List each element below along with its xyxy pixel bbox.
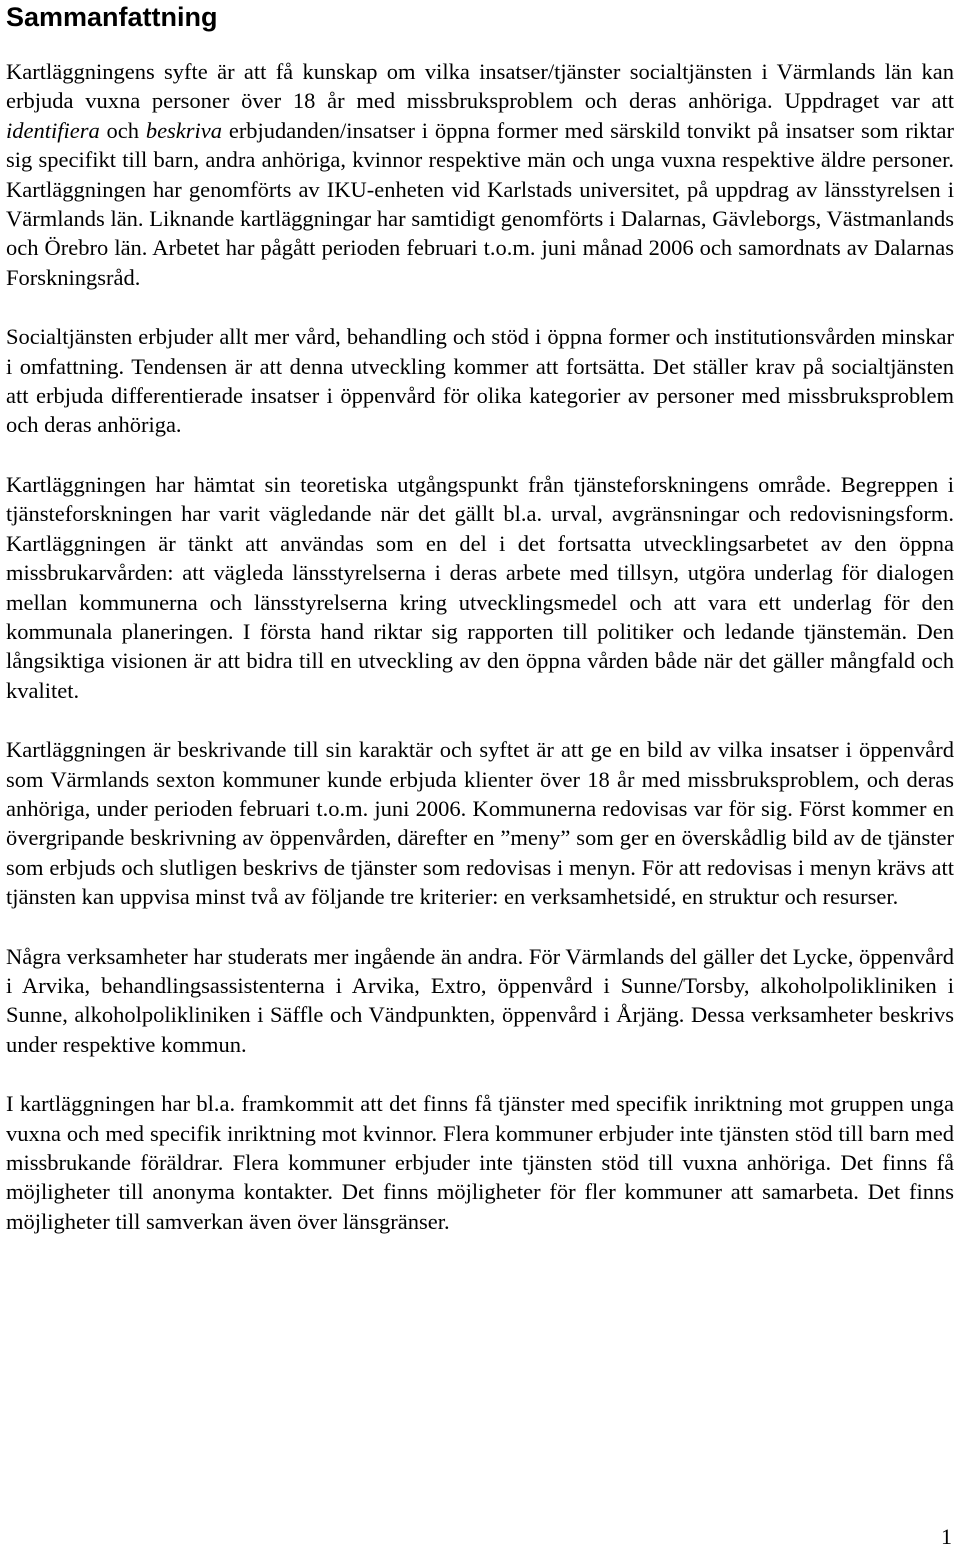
text-segment: och [99,117,146,143]
document-page [6,0,954,1266]
text-segment: erbjudanden/insatser i öppna former med särskild tonvikt på insatser som riktar sig specifikt till barn, andra anhöriga, kvinnor respektive män och unga vuxna respektive äldre personer. Kartläggningen har genomförts av IKU-enheten vid Karlstads universitet, på uppdrag av länsstyrelsen i Värmlands län. Liknande kartläggningar har samtidigt genomförts i Dalarnas, Gävleborgs, Västmanlands och Örebro län. Arbetet har pågått perioden februari t.o.m. juni månad 2006 och samordnats av Dalarnas Forskningsråd. [6,117,954,290]
text-segment: Socialtjänsten erbjuder allt mer vård, behandling och stöd i öppna former och institutionsvården minskar i omfattning. Tendensen är att denna utveckling kommer att fortsätta. Det ställer krav på socialtjänsten att erbjuda differentierade insatser i öppenvård för olika kategorier av personer med missbruksproblem och deras anhöriga. [6,324,954,438]
text-segment: Kartläggningen har hämtat sin teoretiska utgångspunkt från tjänsteforskningens område. Begreppen i tjänsteforskningen har varit vägledande när det gällt bl.a. urval, avgränsningar och redovisningsform. Kartläggningen är tänkt att användas som en del i det fortsatta utvecklingsarbetet av den öppna missbrukarvården: att vägleda länsstyrelserna i deras arbete med tillsyn, utgöra underlag för dialogen mellan kommunerna och länsstyrelserna kring utvecklingsmedel och att vara ett underlag för den kommunala planeringen. I första hand riktar sig rapporten till politiker och ledande tjänstemän. Den långsiktiga visionen är att bidra till en utveckling av den öppna vården både när det gäller mångfald och kvalitet. [6,471,954,703]
italic-text: beskriva [145,117,223,143]
text-segment: Kartläggningen är beskrivande till sin karaktär och syftet är att ge en bild av vilka insatser i öppenvård som Värmlands sexton kommuner kunde erbjuda klienter över 18 år med missbruksproblem, och deras anhöriga, under perioden februari t.o.m. juni 2006. Kommunerna redovisas var för sig. Först kommer en övergripande beskrivning av öppenvården, därefter en ”meny” som ger en överskådlig bild av de tjänster som erbjuds och slutligen beskrivs de tjänster som redovisas i menyn. För att redovisas i menyn krävs att tjänsten kan uppvisa minst två av följande tre kriterier: en verksamhetsidé, en struktur och resurser. [6,737,954,910]
paragraph [6,735,954,911]
paragraph [6,322,954,440]
text-segment: Kartläggningens syfte är att få kunskap om vilka insatser/tjänster socialtjänsten i Värmlands län kan erbjuda vuxna personer över 18 år med missbruksproblem och deras anhöriga. Uppdraget var att [6,59,954,114]
paragraph [6,470,954,705]
paragraph [6,942,954,1060]
body-text [6,57,954,1236]
paragraph [6,1089,954,1236]
paragraph [6,57,954,292]
text-segment: I kartläggningen har bl.a. framkommit att det finns få tjänster med specifik inriktning mot gruppen unga vuxna och med specifik inriktning mot kvinnor. Flera kommuner erbjuder inte tjänsten stöd till barn med missbrukande föräldrar. Flera kommuner erbjuder inte tjänsten stöd till vuxna anhöriga. Det finns få möjligheter till anonyma kontakter. Det finns möjligheter för fler kommuner att samarbeta. Det finns möjligheter till samverkan även över länsgränser. [6,1091,954,1234]
italic-text: identifiera [6,117,100,143]
text-segment: Några verksamheter har studerats mer ingående än andra. För Värmlands del gäller det Lycke, öppenvård i Arvika, behandlingsassistenterna i Arvika, Extro, öppenvård i Sunne/Torsby, alkoholpolikliniken i Sunne, alkoholpolikliniken i Säffle och Vändpunkten, öppenvård i Årjäng. Dessa verksamheter beskrivs under respektive kommun. [6,943,954,1057]
page-number: 1 [941,1524,952,1549]
page-title: Sammanfattning [6,2,218,32]
